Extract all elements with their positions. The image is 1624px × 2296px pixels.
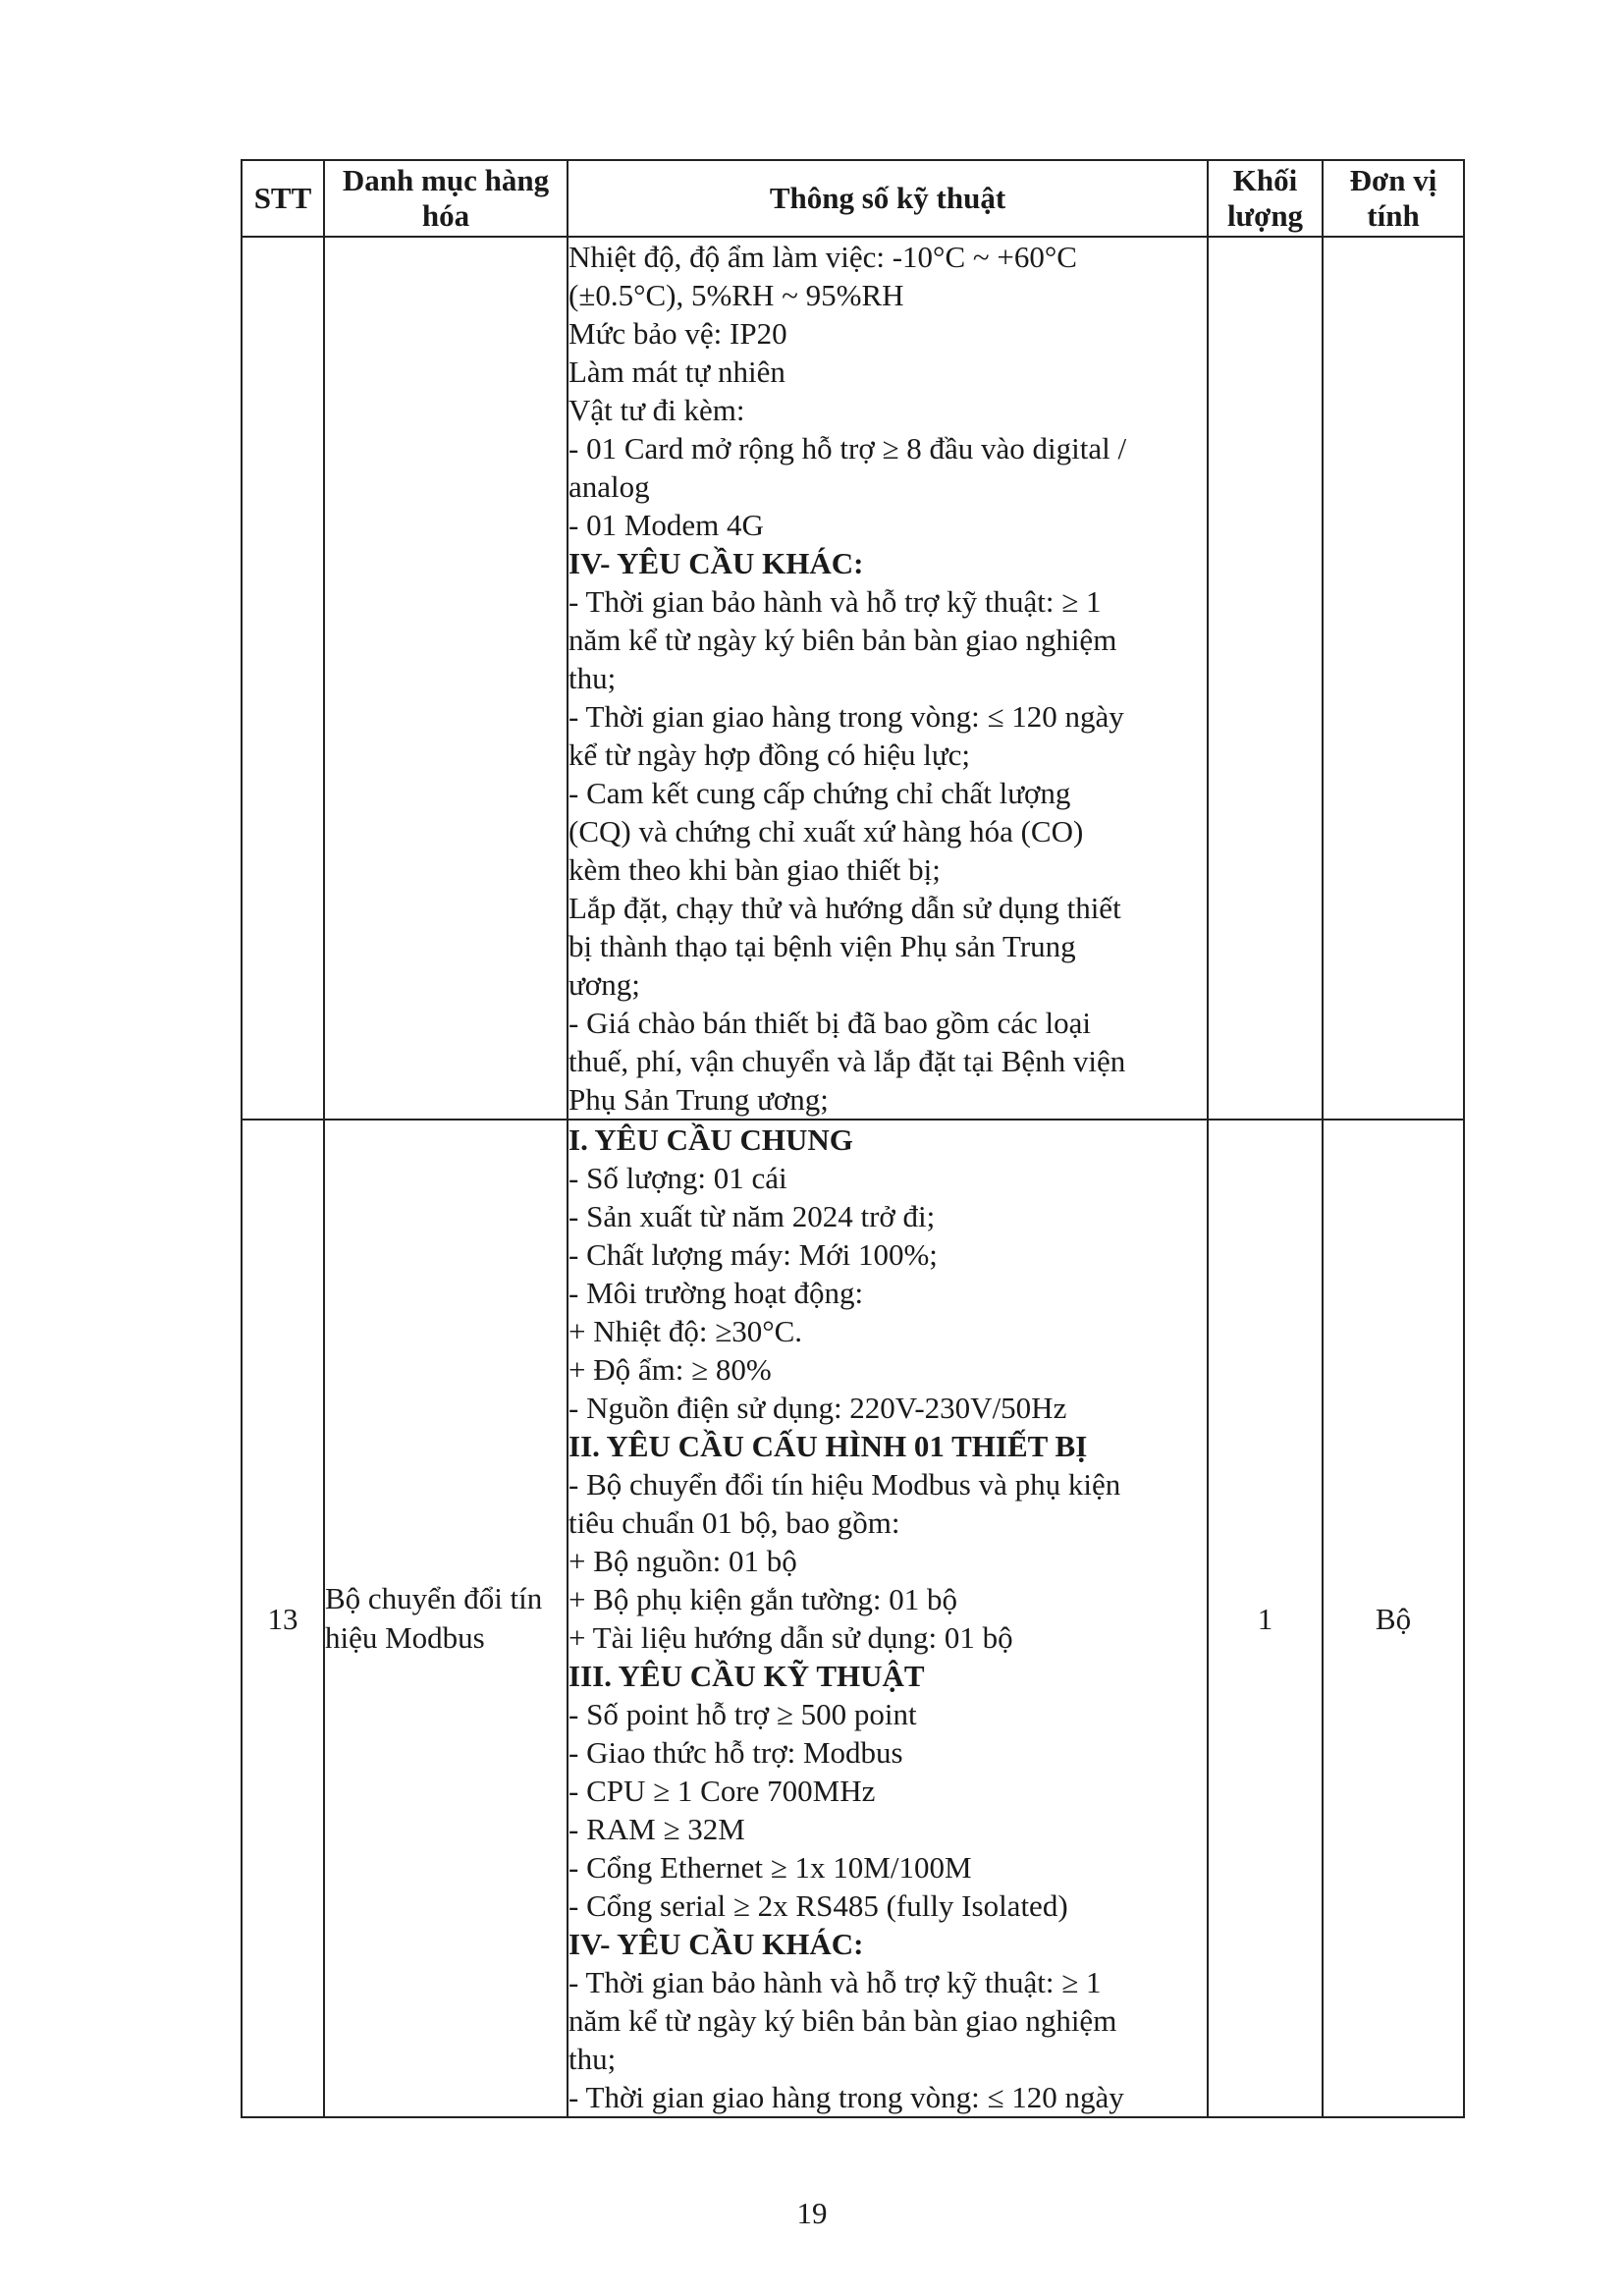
spec-line: - Cam kết cung cấp chứng chỉ chất lượng [568, 776, 1071, 810]
spec-line: thuế, phí, vận chuyển và lắp đặt tại Bệnh viện [568, 1044, 1126, 1078]
spec-line: - CPU ≥ 1 Core 700MHz [568, 1774, 876, 1808]
spec-line: - Bộ chuyển đổi tín hiệu Modbus và phụ kiện [568, 1467, 1121, 1502]
spec-line: bị thành thạo tại bệnh viện Phụ sản Trung [568, 929, 1076, 963]
header-item-name: Danh mục hàng hóa [324, 160, 568, 237]
spec-line: thu; [568, 2042, 617, 2076]
spec-table [241, 159, 1465, 2118]
unit-cell: Bộ [1323, 1120, 1464, 2117]
spec-line: - 01 Card mở rộng hỗ trợ ≥ 8 đầu vào digital / [568, 431, 1127, 465]
spec-line: Làm mát tự nhiên [568, 355, 785, 389]
spec-line: - Nguồn điện sử dụng: 220V-230V/50Hz [568, 1391, 1067, 1425]
spec-line: analog [568, 469, 650, 504]
spec-line: Nhiệt độ, độ ẩm làm việc: -10°C ~ +60°C [568, 240, 1077, 274]
spec-line: - Cổng serial ≥ 2x RS485 (fully Isolated) [568, 1888, 1068, 1923]
spec-section-heading: IV- YÊU CẦU KHÁC: [568, 1927, 864, 1961]
spec-line: + Độ ẩm: ≥ 80% [568, 1352, 772, 1387]
spec-line: - Số point hỗ trợ ≥ 500 point [568, 1697, 917, 1731]
item-name-cell: Bộ chuyển đổi tín hiệu Modbus [324, 1120, 568, 2117]
spec-section-heading: III. YÊU CẦU KỸ THUẬT [568, 1659, 925, 1693]
spec-line: - Thời gian giao hàng trong vòng: ≤ 120 ngày [568, 2080, 1124, 2114]
spec-line: + Bộ nguồn: 01 bộ [568, 1544, 797, 1578]
spec-line: - Sản xuất từ năm 2024 trở đi; [568, 1199, 936, 1233]
header-unit: Đơn vị tính [1323, 160, 1464, 237]
spec-line: Vật tư đi kèm: [568, 393, 745, 427]
spec-line: kèm theo khi bàn giao thiết bị; [568, 852, 941, 887]
spec-line: (CQ) và chứng chỉ xuất xứ hàng hóa (CO) [568, 814, 1084, 848]
table-row [242, 237, 1464, 1120]
spec-line: - 01 Modem 4G [568, 508, 764, 542]
spec-line: kể từ ngày hợp đồng có hiệu lực; [568, 738, 970, 772]
spec-line: Mức bảo vệ: IP20 [568, 316, 787, 351]
spec-line: + Tài liệu hướng dẫn sử dụng: 01 bộ [568, 1620, 1013, 1655]
spec-line: - Môi trường hoạt động: [568, 1276, 864, 1310]
spec-cell [568, 237, 1208, 1120]
quantity-cell [1208, 237, 1323, 1120]
spec-section-heading: I. YÊU CẦU CHUNG [568, 1122, 853, 1157]
table-body [242, 237, 1464, 2117]
spec-line: + Bộ phụ kiện gắn tường: 01 bộ [568, 1582, 957, 1616]
table-row [242, 1120, 1464, 2117]
spec-line: + Nhiệt độ: ≥30°C. [568, 1314, 803, 1348]
spec-section-heading: IV- YÊU CẦU KHÁC: [568, 546, 864, 580]
spec-line: - Số lượng: 01 cái [568, 1161, 787, 1195]
stt-cell: 13 [242, 1120, 324, 2117]
spec-line: - Thời gian giao hàng trong vòng: ≤ 120 ngày [568, 699, 1124, 734]
spec-line: - Giao thức hỗ trợ: Modbus [568, 1735, 903, 1770]
spec-line: thu; [568, 661, 617, 695]
spec-line: - Giá chào bán thiết bị đã bao gồm các loại [568, 1006, 1091, 1040]
header-stt: STT [242, 160, 324, 237]
page-number: 19 [796, 2196, 828, 2230]
spec-line: - Cổng Ethernet ≥ 1x 10M/100M [568, 1850, 972, 1885]
spec-line: tiêu chuẩn 01 bộ, bao gồm: [568, 1505, 900, 1540]
unit-cell [1323, 237, 1464, 1120]
header-specifications: Thông số kỹ thuật [568, 160, 1208, 237]
header-quantity: Khối lượng [1208, 160, 1323, 237]
spec-line: Phụ Sản Trung ương; [568, 1082, 829, 1117]
spec-line: - Thời gian bảo hành và hỗ trợ kỹ thuật: ≥ 1 [568, 584, 1102, 619]
spec-line: năm kể từ ngày ký biên bản bàn giao nghiệm [568, 623, 1117, 657]
spec-line: - RAM ≥ 32M [568, 1812, 745, 1846]
spec-line: - Chất lượng máy: Mới 100%; [568, 1237, 938, 1272]
spec-line: năm kể từ ngày ký biên bản bàn giao nghiệm [568, 2003, 1117, 2038]
spec-line: - Thời gian bảo hành và hỗ trợ kỹ thuật: ≥ 1 [568, 1965, 1102, 1999]
stt-cell [242, 237, 324, 1120]
spec-line: ương; [568, 967, 640, 1002]
spec-line: Lắp đặt, chạy thử và hướng dẫn sử dụng thiết [568, 891, 1121, 925]
spec-cell [568, 1120, 1208, 2117]
quantity-cell: 1 [1208, 1120, 1323, 2117]
table-header-row [242, 160, 1464, 237]
spec-section-heading: II. YÊU CẦU CẤU HÌNH 01 THIẾT BỊ [568, 1429, 1088, 1463]
item-name-cell [324, 237, 568, 1120]
spec-line: (±0.5°C), 5%RH ~ 95%RH [568, 278, 904, 312]
